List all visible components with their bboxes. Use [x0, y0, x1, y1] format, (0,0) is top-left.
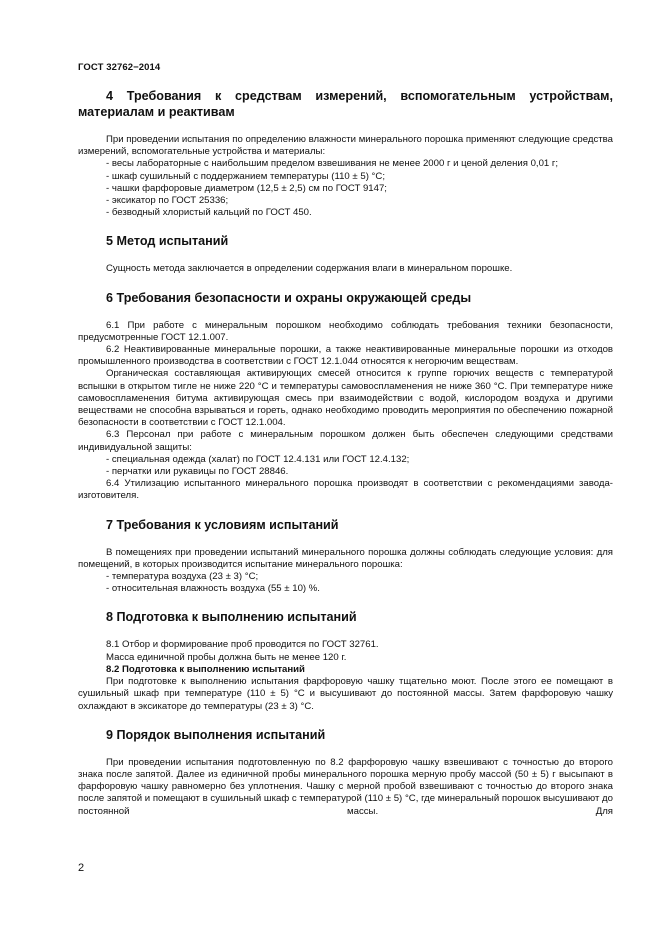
section-7-intro: В помещениях при проведении испытаний минерального порошка должны соблюдать следующие условия: для помещений, в которых производится испытание минерального порошка:: [78, 546, 613, 570]
subsection-heading: 8.2 Подготовка к выполнению испытаний: [106, 663, 305, 675]
list-item: - относительная влажность воздуха (55 ± 10) %.: [106, 583, 320, 595]
paragraph: 6.1 При работе с минеральным порошком необходимо соблюдать требования техники безопасности, предусмотренные ГОСТ 12.1.007.: [78, 319, 613, 343]
section-6: [78, 290, 613, 503]
section-8: [78, 609, 613, 712]
section-6-title: 6 Требования безопасности и охраны окружающей среды: [106, 290, 472, 305]
section-8-title: 8 Подготовка к выполнению испытаний: [106, 610, 357, 625]
section-5-title: 5 Метод испытаний: [106, 234, 229, 249]
list-item: - чашки фарфоровые диаметром (12,5 ± 2,5) см по ГОСТ 9147;: [106, 182, 387, 194]
paragraph: 6.2 Неактивированные минеральные порошки, а также неактивированные минеральные порошки из отходов промышленного производства в соответствии с ГОСТ 12.1.044 относятся к негорючим веществам.: [78, 344, 613, 368]
paragraph: При проведении испытания подготовленную по 8.2 фарфоровую чашку взвешивают с точностью до второго знака после запятой. Далее из единичной пробы минерального порошка мерную пробу массой (50 ± 5) г высыпают в фарфоровую чашку равномерно без уплотнения. Чашку с мерной пробой взвешивают с точностью до второго знака после запятой и помещают в сушильный шкаф с температурой (110 ± 5) °С, где минеральный порошок высушивают до постоянной массы. Для: [78, 756, 613, 817]
section-5: [78, 233, 613, 275]
paragraph: При подготовке к выполнению испытания фарфоровую чашку тщательно моют. После этого ее помещают в сушильный шкаф при температуре (110 ± 5) °С и высушивают до постоянной массы. Затем фарфоровую чашку охлаждают в эксикаторе до температуры (23 ± 3) °С.: [78, 676, 613, 712]
list-item: - безводный хлористый кальций по ГОСТ 450.: [106, 207, 312, 219]
list-item: - весы лабораторные с наибольшим пределом взвешивания не менее 2000 г и ценой деления 0,01 г;: [106, 158, 559, 170]
list-item: - эксикатор по ГОСТ 25336;: [106, 195, 229, 207]
list-item: - специальная одежда (халат) по ГОСТ 12.4.131 или ГОСТ 12.4.132;: [106, 453, 410, 465]
section-7: [78, 517, 613, 596]
section-5-text: Сущность метода заключается в определении содержания влаги в минеральном порошке.: [106, 263, 513, 275]
list-item: - температура воздуха (23 ± 3) °С;: [106, 571, 259, 583]
section-9-title: 9 Порядок выполнения испытаний: [106, 727, 326, 742]
paragraph: Масса единичной пробы должна быть не менее 120 г.: [106, 651, 347, 663]
paragraph: Органическая составляющая активирующих смесей относится к группе горючих веществ с температурой вспышки в открытом тигле не ниже 220 °С и температуры самовоспламенения не ниже 360 °С. При температуре ниже самовоспламенения битума активирующая смесь при взаимодействии с водой, кислородом воздуха и другими веществами не способна взрываться и гореть, однако необходимо проводить мероприятия по обеспечению пожарной безопасности в соответствии с ГОСТ 12.1.004.: [78, 368, 613, 429]
paragraph: 8.1 Отбор и формирование проб проводится по ГОСТ 32761.: [106, 639, 379, 651]
section-4-intro: При проведении испытания по определению влажности минерального порошка применяют следующие средства измерений, вспомогательные устройства и материалы:: [78, 134, 613, 158]
section-9: [78, 727, 613, 818]
list-item: - шкаф сушильный с поддержанием температуры (110 ± 5) °С;: [106, 170, 385, 182]
paragraph: 6.4 Утилизацию испытанного минерального порошка производят в соответствии с рекомендациями завода-изготовителя.: [78, 478, 613, 502]
document-body: [78, 88, 613, 832]
page-number: 2: [78, 862, 85, 874]
section-7-title: 7 Требования к условиям испытаний: [106, 517, 339, 532]
paragraph: 6.3 Персонал при работе с минеральным порошком должен быть обеспечен следующими средствами индивидуальной защиты:: [78, 429, 613, 453]
section-4-title: 4 Требования к средствам измерений, вспомогательным устройствам, материалам и реактивам: [78, 89, 613, 119]
document-header-id: ГОСТ 32762−2014: [78, 62, 161, 73]
list-item: - перчатки или рукавицы по ГОСТ 28846.: [106, 466, 289, 478]
section-4: [78, 88, 613, 219]
